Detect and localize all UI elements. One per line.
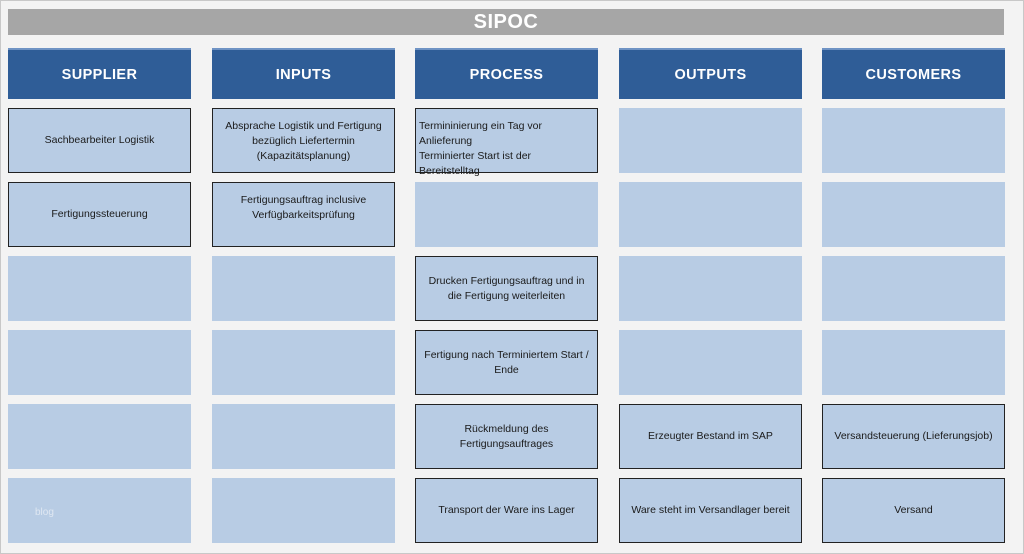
customers-cell-4	[822, 330, 1005, 395]
supplier-cell-2	[8, 182, 191, 247]
process-cell-1	[415, 108, 598, 177]
outputs-cell-1	[619, 108, 802, 173]
outputs-cell-6	[619, 478, 802, 543]
header-process: PROCESS	[415, 48, 598, 99]
inputs-cell-3	[212, 256, 395, 321]
watermark-text: blog	[35, 507, 54, 518]
header-inputs: INPUTS	[212, 48, 395, 99]
process-cell-6	[415, 478, 598, 543]
inputs-cell-1-text: Absprache Logistik und Fertigung bezüglich Liefertermin (Kapazitätsplanung)	[225, 120, 382, 162]
process-cell-5	[415, 404, 598, 469]
header-outputs: OUTPUTS	[619, 48, 802, 99]
supplier-cell-1-text: Sachbearbeiter Logistik	[44, 134, 155, 146]
supplier-cell-2-text: Fertigungssteuerung	[51, 208, 148, 220]
process-cell-6-text: Transport der Ware ins Lager	[438, 504, 575, 516]
supplier-cell-3	[8, 256, 191, 321]
outputs-cell-5-text: Erzeugter Bestand im SAP	[648, 430, 773, 442]
process-cell-1-text: Termininierung ein Tag vor Anlieferung Terminierter Start ist der Bereitstelltag	[419, 120, 542, 177]
customers-cell-5-text: Versandsteuerung (Lieferungsjob)	[834, 430, 993, 442]
inputs-cell-5	[212, 404, 395, 469]
header-customers: CUSTOMERS	[822, 48, 1005, 99]
process-cell-4	[415, 330, 598, 395]
inputs-cell-2	[212, 182, 395, 247]
customers-cell-1	[822, 108, 1005, 173]
process-cell-5-text: Rückmeldung des Fertigungsauftrages	[459, 422, 554, 450]
supplier-cell-4	[8, 330, 191, 395]
process-cell-3	[415, 256, 598, 321]
customers-cell-6	[822, 478, 1005, 543]
customers-cell-6-text: Versand	[894, 504, 933, 516]
inputs-cell-6	[212, 478, 395, 543]
inputs-cell-1	[212, 108, 395, 173]
customers-cell-5	[822, 404, 1005, 469]
process-cell-4-text: Fertigung nach Terminiertem Start / Ende	[424, 348, 589, 376]
outputs-cell-4	[619, 330, 802, 395]
process-cell-3-text: Drucken Fertigungsauftrag und in die Fertigung weiterleiten	[428, 274, 585, 302]
supplier-cell-5	[8, 404, 191, 469]
inputs-cell-2-text: Fertigungsauftrag inclusive Verfügbarkeitsprüfung	[240, 194, 367, 221]
outputs-cell-2	[619, 182, 802, 247]
sipoc-title: SIPOC	[8, 9, 1004, 35]
supplier-cell-1	[8, 108, 191, 173]
customers-cell-3	[822, 256, 1005, 321]
outputs-cell-6-text: Ware steht im Versandlager bereit	[631, 504, 790, 516]
process-cell-2	[415, 182, 598, 247]
inputs-cell-4	[212, 330, 395, 395]
customers-cell-2	[822, 182, 1005, 247]
outputs-cell-5	[619, 404, 802, 469]
header-supplier: SUPPLIER	[8, 48, 191, 99]
outputs-cell-3	[619, 256, 802, 321]
